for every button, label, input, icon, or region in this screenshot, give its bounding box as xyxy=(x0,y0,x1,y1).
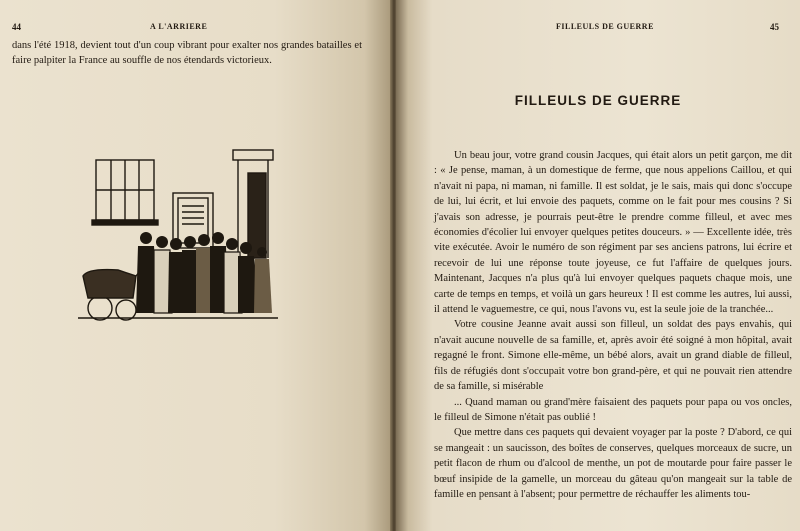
left-running-head: A L'ARRIERE xyxy=(150,22,208,31)
right-running-head: FILLEULS DE GUERRE xyxy=(556,22,654,31)
right-page-number: 45 xyxy=(770,22,779,32)
paragraph: Un beau jour, votre grand cousin Jacques, qui était alors un petit garçon, me dit : « Je pense, maman, à un domestique de ferme, que nous appelions Caillou, et qui n'avait ni papa, ni maman, ni famille. Il est soldat, je le sais, mais qui donc s'occupe de lui, lui écrit, et lui envoie des paquets, comme on le fait pour mes cousins ? Si j'avais son adresse, je pourrais peut-être le prendre comme filleul, et avec mes économies d'écolier lui envoyer quelques petites douceurs. » — Excellente idée, très vite exécutée. Avoir le numéro de son régiment par ses anciens patrons, lui écrire et recevoir de lui une réponse toute joyeuse, ce fut l'affaire de quelques jours. Maintenant, Jacques n'a plus qu'à lui envoyer quelques paquets chaque mois, une carte de temps en temps, et voilà un gars heureux ! Il est comme les autres, lui aussi, il attend le vaguemestre, ce qui, nous l'avons vu, est la seule joie de la tranchée... xyxy=(434,150,792,316)
paragraph: ... Quand maman ou grand'mère faisaient des paquets pour papa ou vos oncles, le filleul de Simone n'était pas oublié ! xyxy=(434,396,792,423)
left-page-number: 44 xyxy=(12,22,21,32)
chapter-title: FILLEULS DE GUERRE xyxy=(514,93,682,108)
paragraph: Votre cousine Jeanne avait aussi son filleul, un soldat des pays envahis, qui n'avait aucune nouvelle de sa famille, et, après avoir été soigné à mon hôpital, avait regagné le front. Simone elle-même, un bébé alors, avait un grand diable de filleul, fils de réfugiés dont s'occupait votre bon grand-père, et qui ne pouvait rien attendre de sa famille, si misérable xyxy=(434,319,792,393)
right-page-text xyxy=(434,148,792,502)
continuation-paragraph: dans l'été 1918, devient tout d'un coup vibrant pour exalter nos grandes batailles et faire palpiter la France au souffle de nos étendards victorieux. xyxy=(12,40,362,67)
paragraph: Que mettre dans ces paquets qui devaient voyager par la poste ? D'abord, ce qui se mangeait : un saucisson, des boîtes de conserves, quelques morceaux de sucre, un petit flacon de rhum ou d'alcool de menthe, un pot de moutarde pour faire passer le bœuf insipide de la gamelle, un morceau du gâteau qu'on mangeait sur la table de famille en pensant à l'absent; pour permettre de réchauffer les aliments tou- xyxy=(434,427,792,500)
left-page-text xyxy=(12,38,362,69)
right-page xyxy=(396,0,800,531)
street-scene-illustration xyxy=(78,148,278,328)
left-page xyxy=(0,0,392,531)
